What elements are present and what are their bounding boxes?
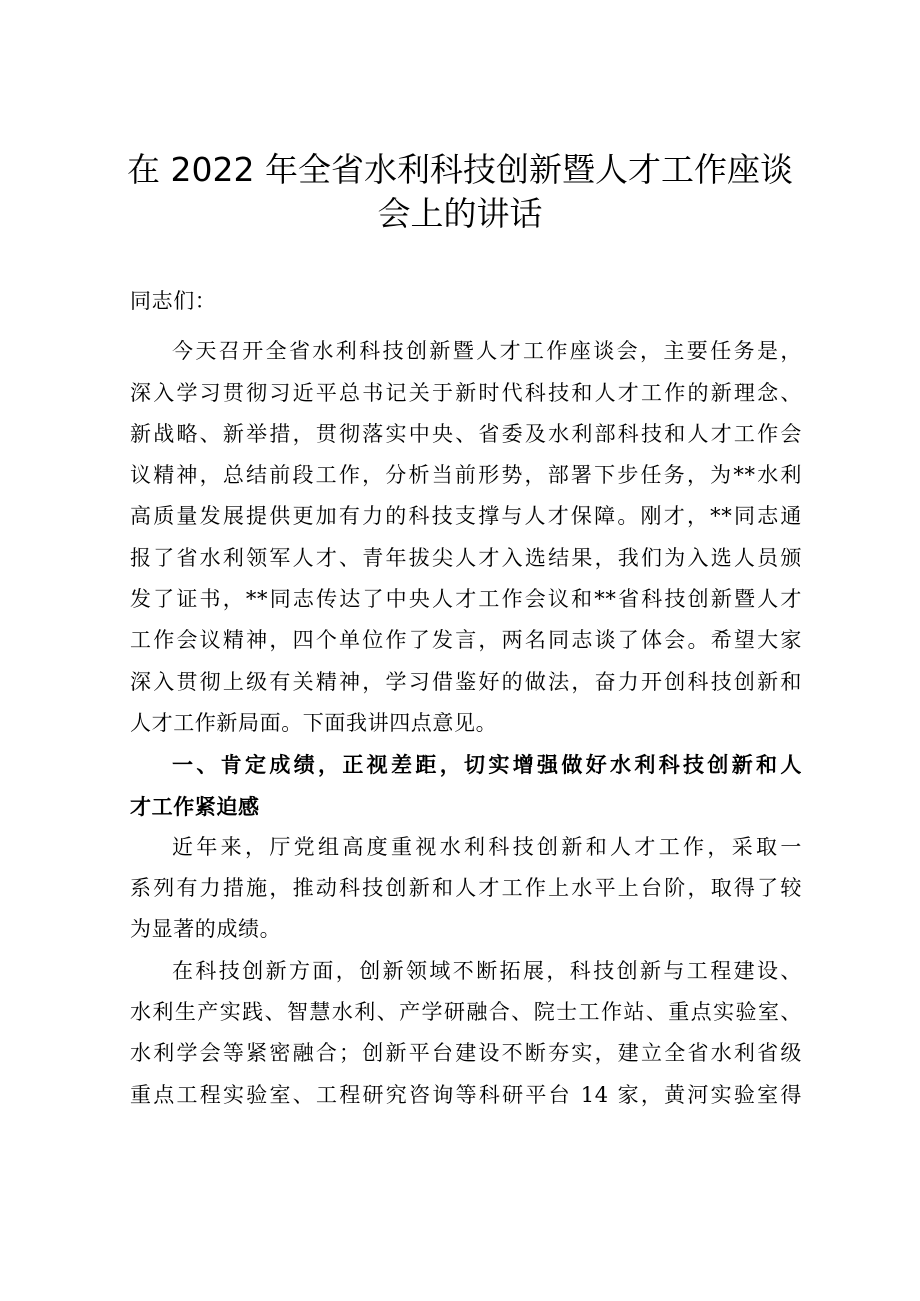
paragraph-line: 工作会议精神，四个单位作了发言，两名同志谈了体会。希望大家 <box>130 628 802 653</box>
paragraph-line: 议精神，总结前段工作，分析当前形势，部署下步任务，为**水利 <box>130 463 802 488</box>
paragraph-1 <box>130 331 802 744</box>
paragraph-2 <box>130 827 802 951</box>
paragraph-line: 重点工程实验室、工程研究咨询等科研平台 14 家，黄河实验室得 <box>130 1082 802 1107</box>
paragraph-line: 在科技创新方面，创新领域不断拓展，科技创新与工程建设、 <box>172 958 802 983</box>
paragraph-line: 报了省水利领军人才、青年拔尖人才入选结果，我们为入选人员颁 <box>130 545 802 570</box>
paragraph-line: 高质量发展提供更加有力的科技支撑与人才保障。刚才，**同志通 <box>130 504 802 529</box>
section-heading-1 <box>130 744 802 827</box>
paragraph-line: 深入贯彻上级有关精神，学习借鉴好的做法，奋力开创科技创新和 <box>130 669 802 694</box>
paragraph-3 <box>130 951 802 1116</box>
paragraph-line: 为显著的成绩。 <box>130 917 282 942</box>
paragraph-line: 深入学习贯彻习近平总书记关于新时代科技和人才工作的新理念、 <box>130 380 802 405</box>
paragraph-line: 水利生产实践、智慧水利、产学研融合、院士工作站、重点实验室、 <box>130 1000 802 1025</box>
paragraph-line: 新战略、新举措，贯彻落实中央、省委及水利部科技和人才工作会 <box>130 421 802 446</box>
document-body <box>130 281 802 1116</box>
document-title <box>120 148 800 236</box>
paragraph-line: 系列有力措施，推动科技创新和人才工作上水平上台阶，取得了较 <box>130 876 802 901</box>
heading-line: 一、肯定成绩，正视差距，切实增强做好水利科技创新和人 <box>172 752 802 778</box>
paragraph-line: 近年来，厅党组高度重视水利科技创新和人才工作，采取一 <box>172 834 802 859</box>
paragraph-line: 水利学会等紧密融合；创新平台建设不断夯实，建立全省水利省级 <box>130 1041 802 1066</box>
title-line-2: 会上的讲话 <box>377 194 543 233</box>
paragraph-line: 今天召开全省水利科技创新暨人才工作座谈会，主要任务是， <box>172 339 802 364</box>
paragraph-line: 发了证书，**同志传达了中央人才工作会议和**省科技创新暨人才 <box>130 587 802 612</box>
paragraph-line: 人才工作新局面。下面我讲四点意见。 <box>130 710 498 735</box>
salutation: 同志们： <box>130 289 217 313</box>
heading-line: 才工作紧迫感 <box>130 793 260 819</box>
title-line-1: 在 2022 年全省水利科技创新暨人才工作座谈 <box>127 150 793 189</box>
